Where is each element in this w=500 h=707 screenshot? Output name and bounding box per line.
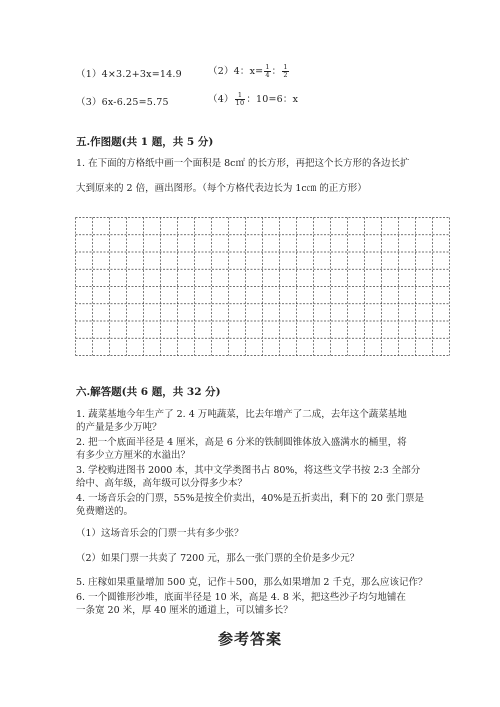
fraction-one-quarter: $\frac{1}{4}$ [265,63,270,79]
problem-3-line-2: 给中、高年级，高年级可以分得多少本？ [76,478,248,489]
problem-4-sub-2: （2）如果门票一共卖了 7200 元，那么一张门票的全价是多少元？ [76,553,360,564]
equation-2-prefix: （2）4：x= [208,66,264,77]
section-5-question-line-1: 1. 在下面的方格纸中画一个面积是 8c㎡ 的长方形，再把这个长方形的各边长扩 [76,158,410,169]
section-6-title: 六.解答题(共 6 题，共 32 分) [76,386,221,398]
equation-4-suffix: ：10=6：x [246,94,299,105]
equation-3: （3）6x-6.25=5.75 [76,97,169,108]
equation-4-prefix: （4） [208,94,234,105]
fraction-one-tenth: $\frac{1}{10}$ [235,91,245,107]
section-5-title: 五.作图题(共 1 题，共 5 分) [76,136,214,148]
problem-1-line-1: 1. 蔬菜基地今年生产了 2. 4 万吨蔬菜，比去年增产了二成，去年这个蔬菜基地 [76,409,407,420]
problem-4-sub-1: （1）这场音乐会的门票一共有多少张？ [76,528,244,539]
section-5-question-line-2: 大到原来的 2 倍，画出图形。（每个方格代表边长为 1c㎝ 的正方形） [76,183,367,194]
grid-paper-svg [75,217,450,356]
answer-key-title: 参考答案 [218,630,283,648]
grid-paper [75,217,450,356]
problem-5: 5. 庄稼如果重量增加 500 克，记作＋500，那么如果增加 2 千克，那么应该记作？ [76,577,428,588]
problem-4-line-1: 4. 一场音乐会的门票，55%是按全价卖出，40%是五折卖出，剩下的 20 张门票是 [76,493,424,504]
fraction-one-half: $\frac{1}{2}$ [283,63,288,79]
problem-2-line-1: 2. 把一个底面半径是 4 厘米，高是 6 分米的铁制圆锥体放入盛满水的桶里，将 [76,437,407,448]
problem-6-line-2: 一条宽 20 米，厚 40 厘米的通道上，可以铺多长？ [76,605,293,616]
problem-4-line-2: 免费赠送的。 [76,506,134,517]
equation-2 [208,63,290,79]
problem-6-line-1: 6. 一个圆锥形沙堆，底面半径是 10 米，高是 4. 8 米，把这些沙子均匀地铺在 [76,592,406,603]
equation-1: （1）4×3.2+3x=14.9 [76,69,182,80]
problem-1-line-2: 的产量是多少万吨？ [76,422,162,433]
equation-4 [208,91,298,107]
problem-2-line-2: 有多少立方厘米的水溢出？ [76,450,191,461]
problem-3-line-1: 3. 学校购进图书 2000 本，其中文学类图书占 80%，将这些文学书按 2:3 全部分 [76,465,421,476]
equation-2-separator: ： [271,66,282,77]
